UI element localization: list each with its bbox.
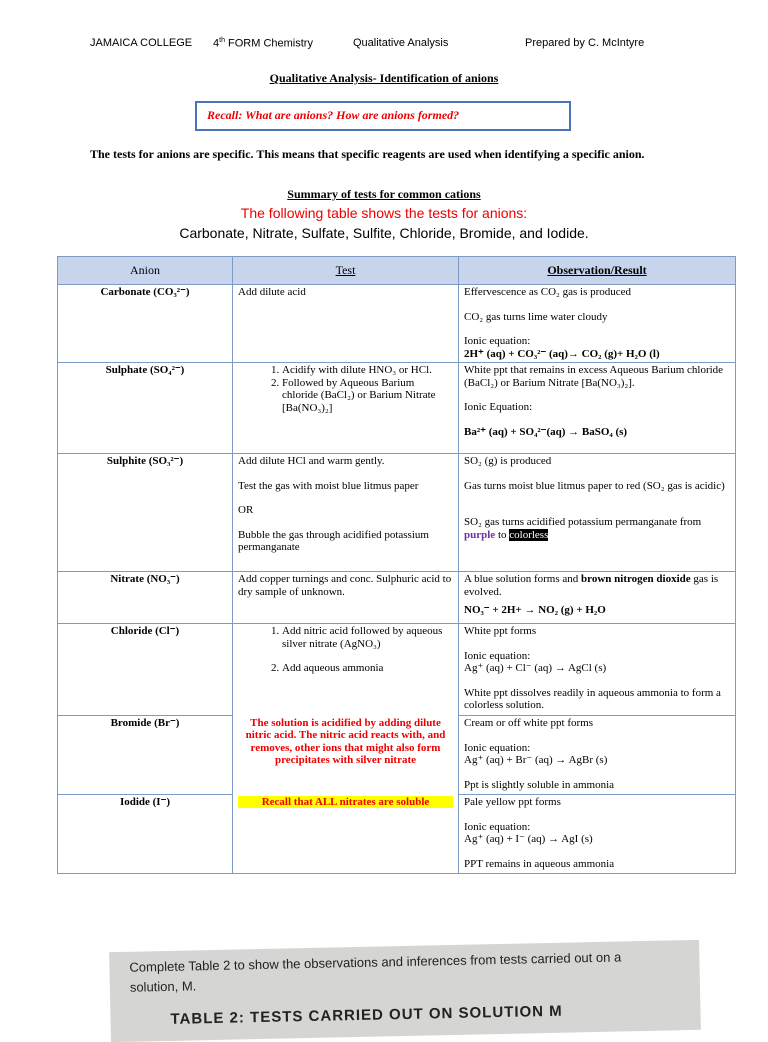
intro-paragraph: The tests for anions are specific. This means that specific reagents are used when identifying a specific anion. xyxy=(90,147,645,161)
obs-carbonate: Effervescence as CO₂ gas is produced CO₂ gas turns lime water cloudy Ionic equation: 2H⁺ (aq) + CO₃²⁻ (aq)→ CO₂ (g)+ H₂O (l) xyxy=(459,285,736,363)
table-intro-heading: The following table shows the tests for anions: xyxy=(240,205,528,221)
row-sulphite xyxy=(58,454,736,572)
page-header xyxy=(0,37,768,53)
header-test: Test xyxy=(233,257,459,285)
anion-sulphite: Sulphite (SO₃²⁻) xyxy=(58,454,233,572)
header-author: Prepared by C. McIntyre xyxy=(525,37,645,49)
obs-iodide: Pale yellow ppt forms Ionic equation: Ag⁺ (aq) + I⁻ (aq) → AgI (s) PPT remains in aqueous ammonia xyxy=(459,795,736,874)
header-observation: Observation/Result xyxy=(459,257,736,285)
obs-sulphate: White ppt that remains in excess Aqueous Barium chloride (BaCl₂) or Barium Nitrate [Ba(NO₃)₂]. Ionic Equation: Ba²⁺ (aq) + SO₄²⁻(aq) → BaSO₄ (s) xyxy=(459,363,736,454)
row-iodide xyxy=(58,795,736,874)
anion-list: Carbonate, Nitrate, Sulfate, Sulfite, Chloride, Bromide, and Iodide. xyxy=(179,225,589,241)
anion-chloride: Chloride (Cl⁻) xyxy=(58,624,233,716)
header-school: JAMAICA COLLEGE xyxy=(90,37,193,49)
header-topic: Qualitative Analysis xyxy=(353,37,449,49)
obs-chloride: White ppt forms Ionic equation: Ag⁺ (aq) + Cl⁻ (aq) → AgCl (s) White ppt dissolves readily in aqueous ammonia to form a colorless solution. xyxy=(459,624,736,716)
test-halides: 1. Add nitric acid followed by aqueous silver nitrate (AgNO₃) 2. Add aqueous ammonia xyxy=(233,624,459,716)
test-halides-note xyxy=(233,716,459,795)
table-header-row xyxy=(58,257,736,285)
anion-sulphate: Sulphate (SO₄²⁻) xyxy=(58,363,233,454)
anion-bromide: Bromide (Br⁻) xyxy=(58,716,233,795)
row-carbonate xyxy=(58,285,736,363)
anion-nitrate: Nitrate (NO₃⁻) xyxy=(58,572,233,624)
photo-line-2: solution, M. xyxy=(129,978,197,995)
row-sulphate xyxy=(58,363,736,454)
recall-text: Recall: What are anions? How are anions formed? xyxy=(207,108,460,122)
header-form: 4th FORM Chemistry xyxy=(213,37,313,50)
obs-sulphite: SO₂ (g) is produced Gas turns moist blue litmus paper to red (SO₂ gas is acidic) SO₂ gas turns acidified potassium permanganate from purple to colorless xyxy=(459,454,736,572)
photo-line-3: TABLE 2: TESTS CARRIED OUT ON SOLUTION M xyxy=(170,1002,563,1028)
recall-box xyxy=(195,101,571,131)
row-bromide xyxy=(58,716,736,795)
test-halides-note2 xyxy=(233,795,459,874)
document-title: Qualitative Analysis- Identification of anions xyxy=(269,71,499,85)
obs-bromide: Cream or off white ppt forms Ionic equation: Ag⁺ (aq) + Br⁻ (aq) → AgBr (s) Ppt is slightly soluble in ammonia xyxy=(459,716,736,795)
test-sulphite: Add dilute HCl and warm gently. Test the gas with moist blue litmus paper OR Bubble the gas through acidified potassium permanganate xyxy=(233,454,459,572)
test-carbonate: Add dilute acid xyxy=(233,285,459,363)
photo-line-1: Complete Table 2 to show the observations and inferences from tests carried out on a xyxy=(129,949,622,975)
summary-heading: Summary of tests for common cations xyxy=(287,187,481,201)
obs-nitrate: A blue solution forms and brown nitrogen dioxide gas is evolved. NO₃⁻ + 2H+ → NO₂ (g) + H₂O xyxy=(459,572,736,624)
anion-iodide: Iodide (I⁻) xyxy=(58,795,233,874)
row-nitrate xyxy=(58,572,736,624)
row-chloride xyxy=(58,624,736,716)
anion-tests-table xyxy=(57,256,736,874)
photo-snippet xyxy=(109,940,701,1042)
header-anion: Anion xyxy=(58,257,233,285)
acidify-note: The solution is acidified by adding dilute nitric acid. The nitric acid reacts with, and removes, other ions that might also form precipitates with silver nitrate xyxy=(245,716,446,766)
test-nitrate: Add copper turnings and conc. Sulphuric acid to dry sample of unknown. xyxy=(233,572,459,624)
nitrates-soluble-note: Recall that ALL nitrates are soluble xyxy=(238,796,453,809)
anion-carbonate: Carbonate (CO₃²⁻) xyxy=(58,285,233,363)
test-sulphate: 1. Acidify with dilute HNO₃ or HCl. 2. Followed by Aqueous Barium chloride (BaCl₂) or Barium Nitrate [Ba(NO₃)₂] xyxy=(233,363,459,454)
